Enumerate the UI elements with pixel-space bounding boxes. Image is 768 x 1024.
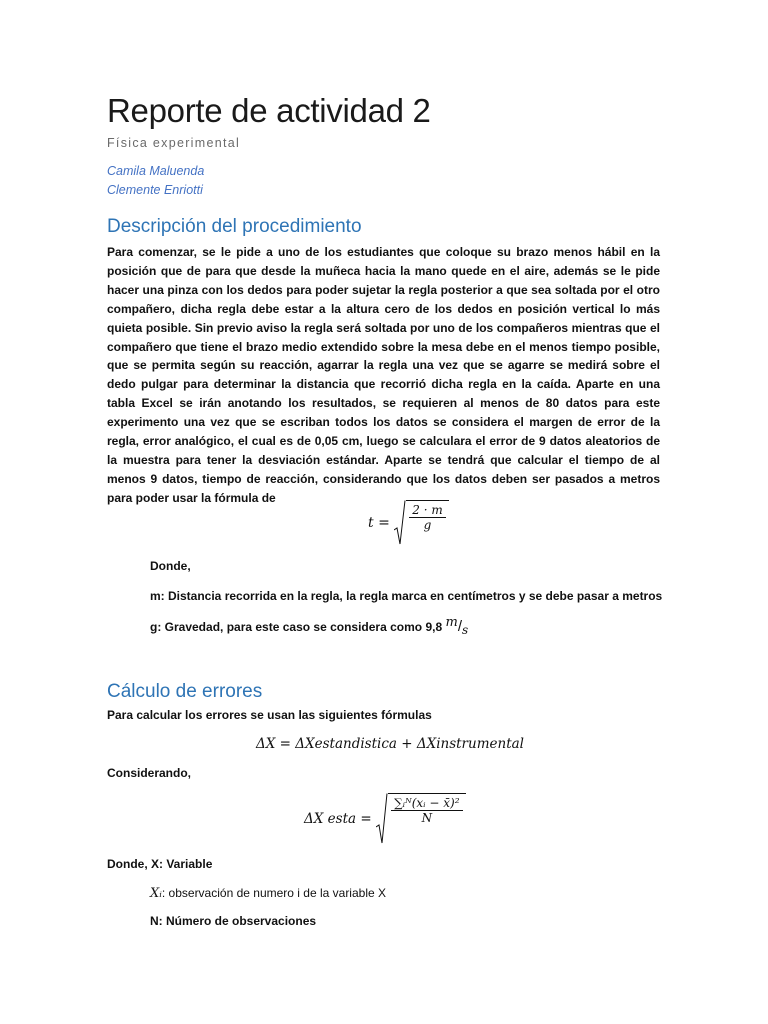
- donde-label: Donde,: [150, 559, 191, 573]
- radical-sign-icon: [376, 793, 388, 845]
- document-subtitle: Física experimental: [107, 136, 241, 150]
- document-title: Reporte de actividad 2: [107, 92, 431, 129]
- donde-variable: Donde, X: Variable: [107, 857, 213, 871]
- definition-g: g: Gravedad, para este caso se considera como 9,8 m/s: [150, 615, 469, 637]
- radical-sign-icon: [394, 500, 406, 546]
- definition-m: m: Distancia recorrida en la regla, la regla marca en centímetros y se debe pasar a metros: [150, 589, 663, 603]
- xi-symbol: Xᵢ: [150, 886, 162, 901]
- definition-xi: [150, 886, 386, 901]
- xi-definition-text: : observación de numero i de la variable X: [161, 886, 387, 900]
- section-heading-procedure: Descripción del procedimiento: [107, 216, 362, 237]
- definition-g-text: g: Gravedad, para este caso se considera como 9,8: [150, 620, 443, 634]
- square-root: [394, 500, 448, 546]
- gravity-unit-numerator: m: [445, 615, 458, 630]
- gravity-unit-denominator: s: [461, 623, 469, 637]
- author-name: Camila Maluenda: [107, 164, 205, 178]
- formula-denominator: N: [421, 811, 433, 826]
- formula-lhs: ΔX esta =: [304, 811, 372, 827]
- reaction-time-formula: [368, 500, 449, 546]
- procedure-paragraph: Para comenzar, se le pide a uno de los estudiantes que coloque su brazo menos hábil en la posición que de para que desde la muñeca hacia la mano quede en el aire, además se le pide hacer una pinza con los dedos para poder sujetar la regla posterior a que sea soltada por el otro compañero, dicha regla debe estar a la altura cero de los dedos en posición vertical lo más quieta posible. Sin previo aviso la regla será soltada por uno de los compañeros mientras que el compañero que tiene el brazo medio extendido sobre la mesa debe en el menos tiempo posible, que se permita según su reacción, agarrar la regla una vez que se agarre se medirá sobre el dedo pulgar para determinar la distancia que recorrió dicha regla en la caída. Aparte en una tabla Excel se irán anotando los resultados, se requieren al menos de 80 datos para este experimento una vez que se escriban todos los datos se considera el margen de error de la regla, error analógico, el cual es de 0,05 cm, luego se calculara el error de 9 datos aleatorios de la muestra para tener la desviación estándar. Aparte se tendrá que calcular el tiempo de al menos 9 datos, tiempo de reacción, considerando que los datos deben ser pasados a metros para poder usar la fórmula de: [107, 245, 660, 505]
- statistical-error-formula: [304, 793, 466, 845]
- errors-intro: Para calcular los errores se usan las siguientes fórmulas: [107, 708, 432, 722]
- formula-numerator: ∑ᵢᴺ(xᵢ − x̄)²: [391, 796, 462, 811]
- total-error-formula: ΔX = ΔXestandistica + ΔXinstrumental: [256, 736, 524, 752]
- considerando-label: Considerando,: [107, 766, 192, 780]
- section-heading-errors: Cálculo de errores: [107, 681, 263, 702]
- formula-numerator: 2 · m: [409, 503, 445, 518]
- author-name: Clemente Enriotti: [107, 183, 203, 197]
- square-root: [376, 793, 465, 845]
- formula-denominator: g: [423, 518, 432, 533]
- definition-n: N: Número de observaciones: [150, 914, 317, 928]
- formula-lhs: t =: [368, 515, 390, 531]
